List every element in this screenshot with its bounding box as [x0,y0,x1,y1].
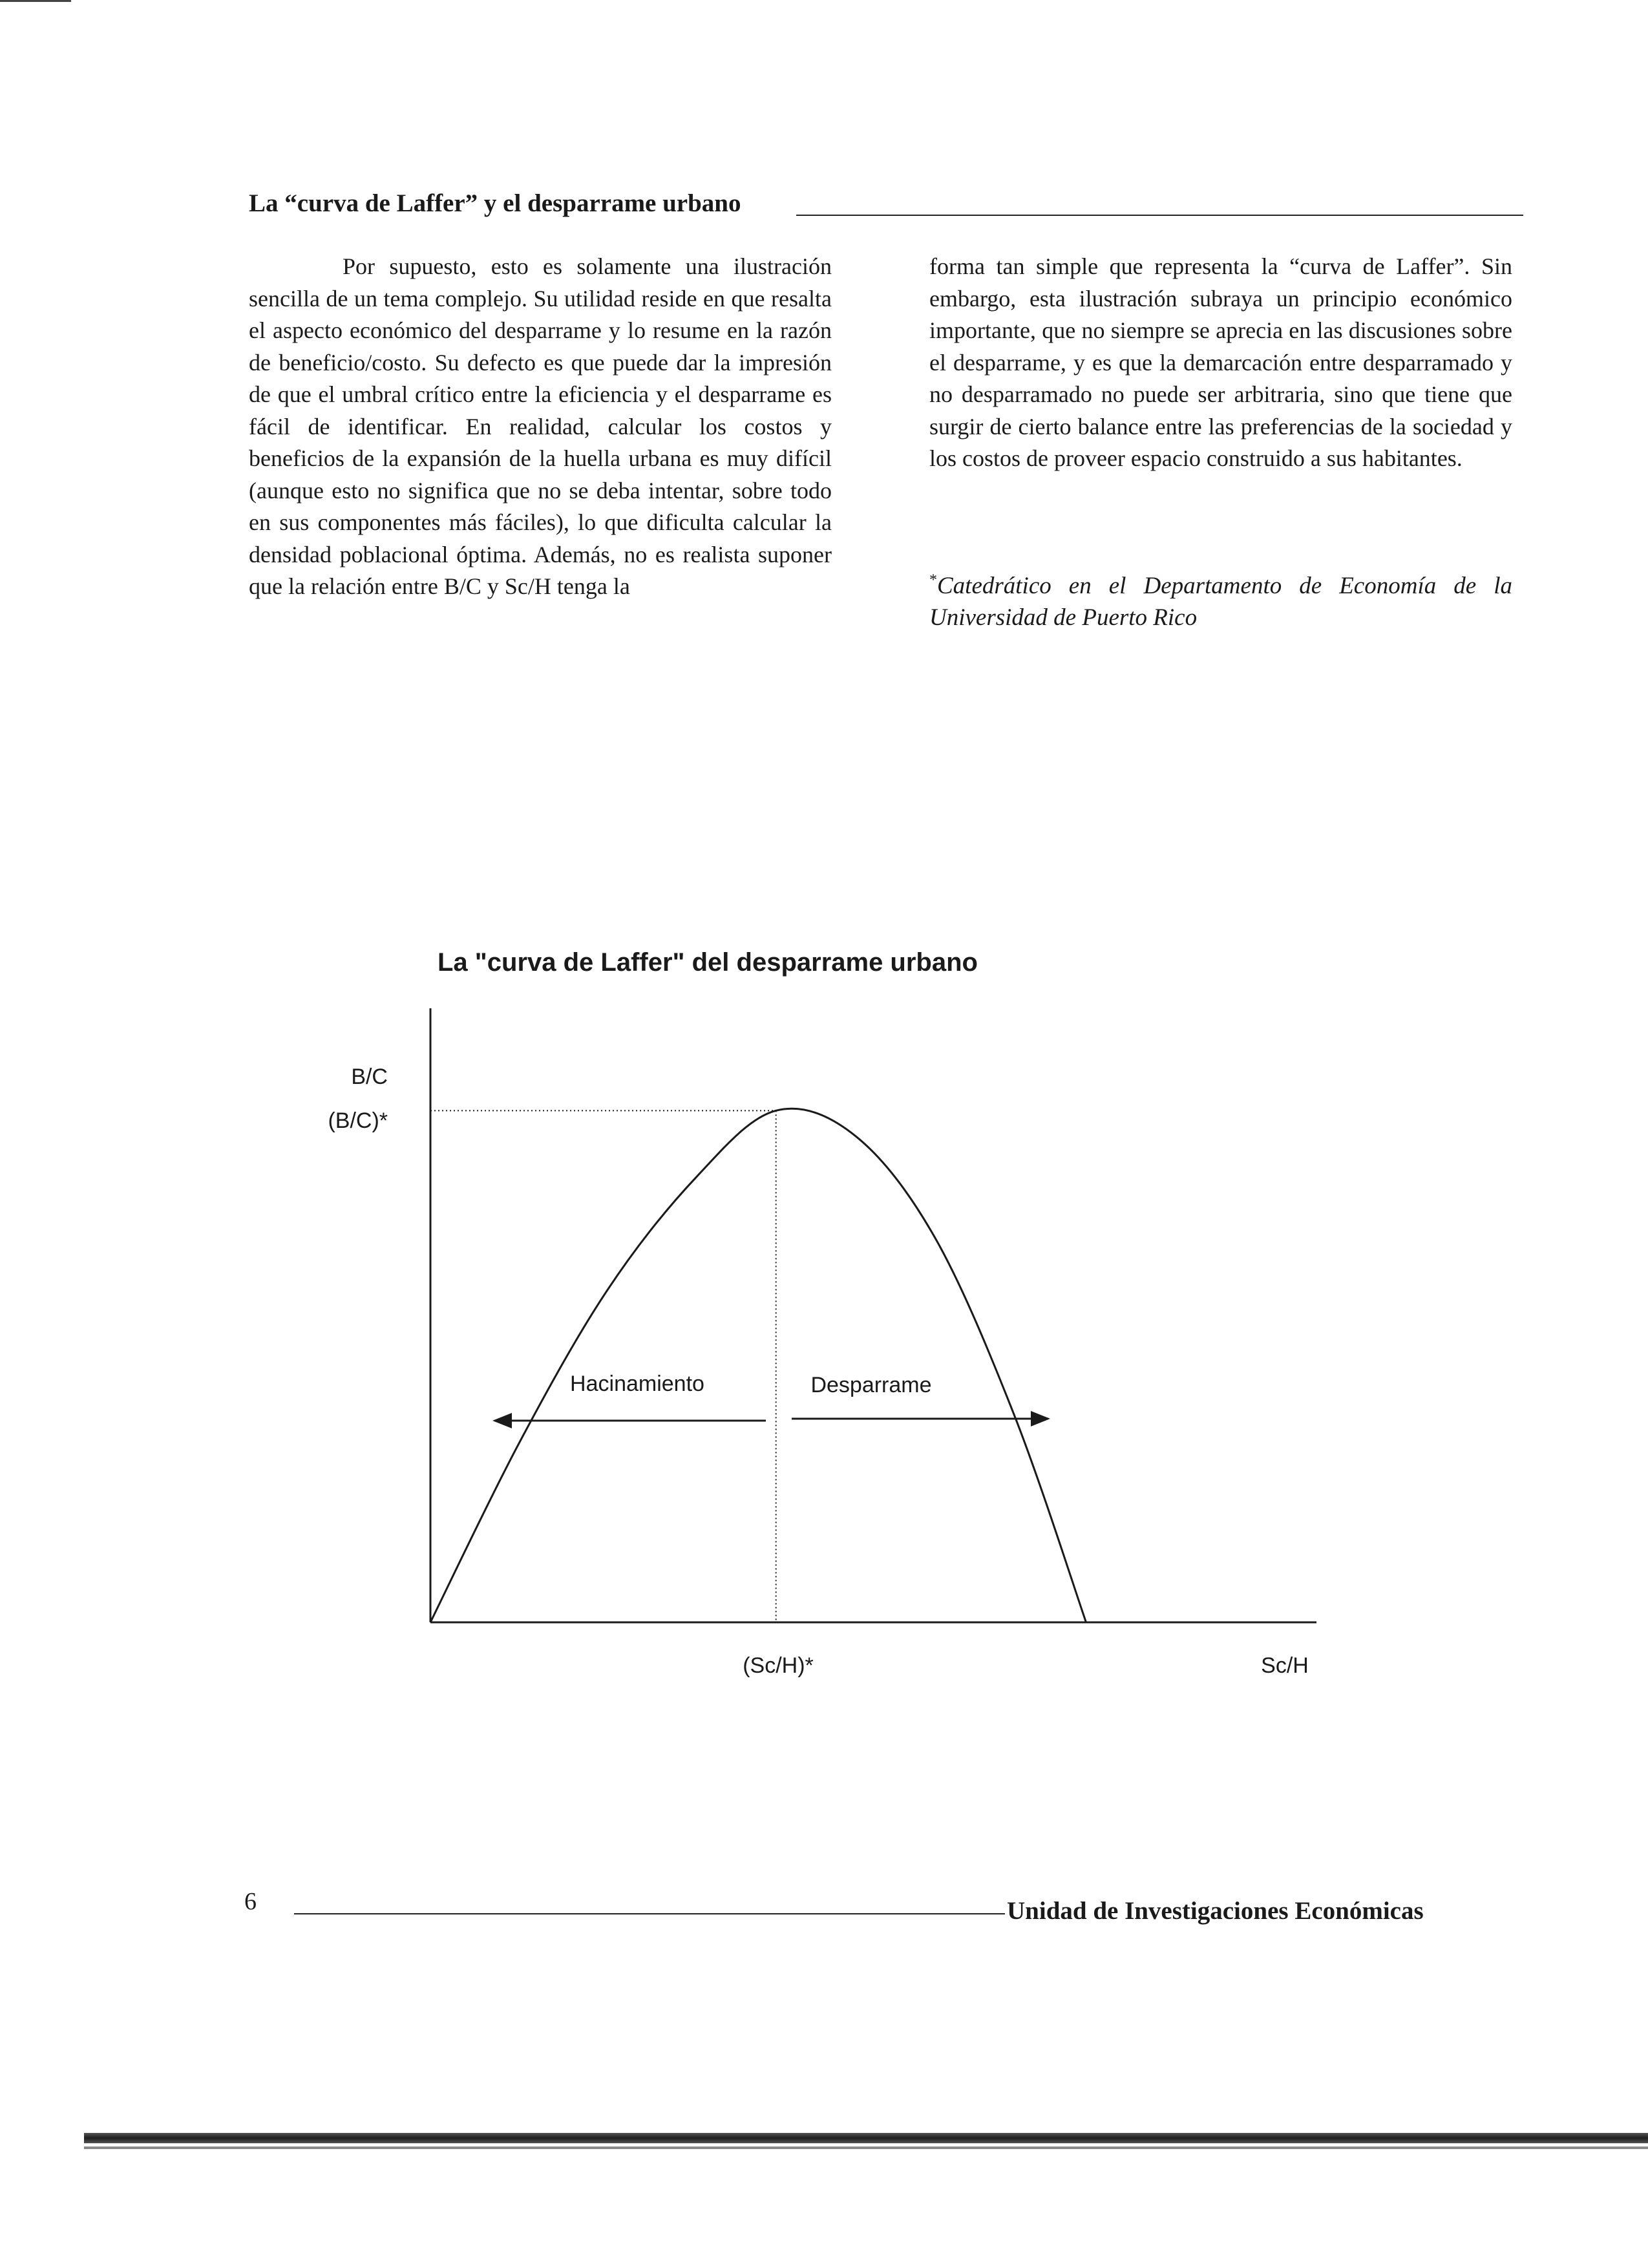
x-optimum-label: (Sc/H)* [743,1653,814,1678]
running-title: La “curva de Laffer” y el desparrame urbano [249,189,741,217]
footer-rule [294,1913,1005,1914]
x-axis-label: Sc/H [1261,1653,1309,1678]
laffer-curve-line [430,1108,1086,1622]
footnote-marker: * [929,571,937,589]
page-number: 6 [244,1888,257,1915]
desparrame-label: Desparrame [810,1373,932,1397]
footer-publisher: Unidad de Investigaciones Económicas [1007,1897,1424,1925]
left-column-paragraph: Por supuesto, esto es solamente una ilustración sencilla de un tema complejo. Su utilidad reside en que resalta el aspecto económico del desparrame y lo resume en la razón de beneficio/costo. Su defecto es que puede dar la impresión de que el umbral crítico entre la eficiencia y el desparrame es fácil de identificar. En realidad, calcular los costos y beneficios de la expansión de la huella urbana es muy difícil (aunque esto no significa que no se deba intentar, sobre todo en sus componentes más fáciles), lo que dificulta calcular la densidad poblacional óptima. Además, no es realista suponer que la relación entre B/C y Sc/H tenga la [249,253,832,599]
hacinamiento-label: Hacinamiento [570,1372,704,1396]
scan-bottom-band-shadow [84,2146,1648,2149]
chart-title: La "curva de Laffer" del desparrame urbano [438,948,978,977]
footnote-text: Catedrático en el Departamento de Economía de la Universidad de Puerto Rico [929,573,1512,631]
y-optimum-label: (B/C)* [328,1108,388,1133]
scan-bottom-band [84,2133,1648,2143]
right-column-paragraph: forma tan simple que representa la “curva de Laffer”. Sin embargo, esta ilustración subraya un principio económico importante, que no siempre se aprecia en las discusiones sobre el desparrame, y es que la demarcación entre desparramado y no desparramado no puede ser arbitraria, sino que tiene que surgir de cierto balance entre las preferencias de la sociedad y los costos de proveer espacio construido a sus habitantes. [929,253,1512,471]
y-axis-label: B/C [351,1065,388,1089]
